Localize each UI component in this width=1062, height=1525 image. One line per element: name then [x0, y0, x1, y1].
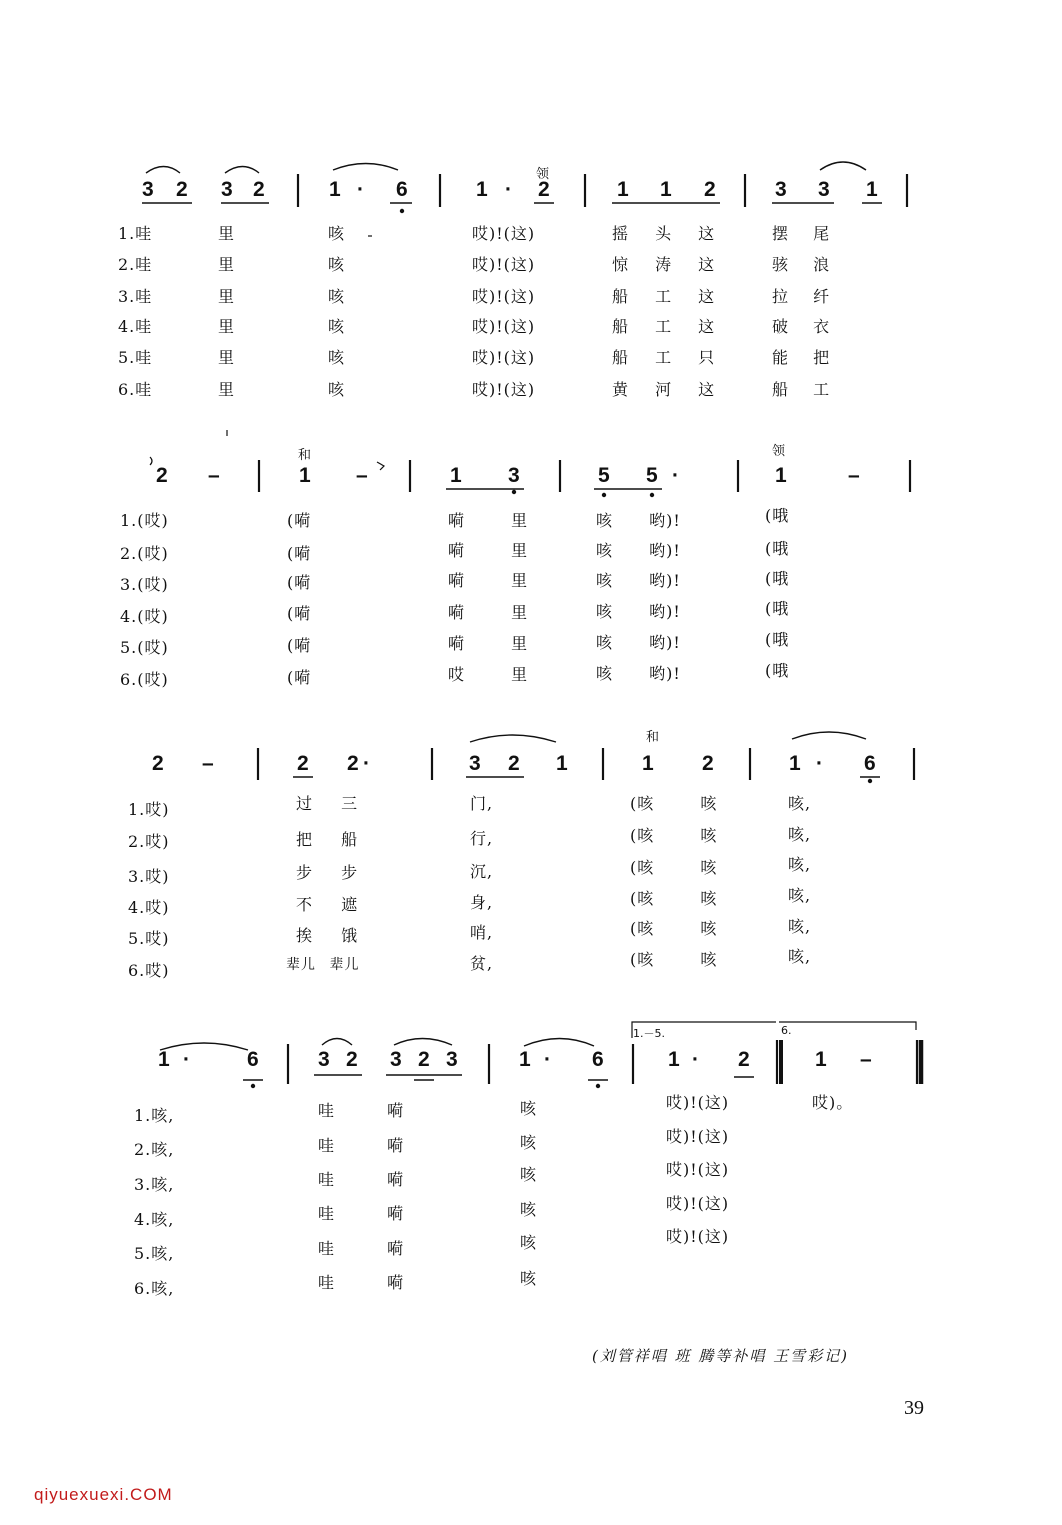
- lyric: 咳: [328, 380, 346, 399]
- lyric: (咳 咳: [630, 826, 718, 845]
- lyric: 3.(哎): [120, 575, 169, 594]
- note: 5: [646, 464, 658, 487]
- lyric: 哇 嗬: [318, 1239, 405, 1258]
- lyric: 5.咳,: [134, 1244, 175, 1263]
- lyric: 船 工 这: [612, 317, 716, 336]
- lyric: (咳 咳: [630, 794, 718, 813]
- lyric: 咳: [328, 255, 346, 274]
- lyric: 把 船: [296, 830, 359, 849]
- lyric: 哎)!(这): [472, 224, 536, 243]
- lyric: 咳 哟)!: [596, 541, 681, 560]
- lyric: 2.哎): [128, 832, 170, 851]
- note: 3: [142, 178, 154, 201]
- note: 2: [347, 752, 359, 775]
- lyric: (咳 咳: [630, 889, 718, 908]
- lyric: 咳 哟)!: [596, 571, 681, 590]
- note: 1: [815, 1048, 827, 1071]
- lyric: 哎)!(这): [666, 1160, 730, 1179]
- lyric: 6.咳,: [134, 1279, 175, 1298]
- lyric: 哇 嗬: [318, 1136, 405, 1155]
- lyric: 咳,: [788, 855, 812, 874]
- lyric: 3.哎): [128, 867, 170, 886]
- note: 2: [176, 178, 188, 201]
- lyric: 咳 哟)!: [596, 633, 681, 652]
- lyric: 5.哎): [128, 929, 170, 948]
- chorus-mark: 和: [646, 730, 660, 745]
- lyric: 哎)!(这): [666, 1227, 730, 1246]
- lyric: 嗬 里: [448, 571, 529, 590]
- note: 2: [508, 752, 520, 775]
- lyric: 哎)。: [812, 1093, 854, 1112]
- note: 3: [818, 178, 830, 201]
- lyric: 黄 河 这: [612, 380, 716, 399]
- note: 1: [299, 464, 311, 487]
- lyric: 咳,: [788, 825, 812, 844]
- lyric: 船 工: [772, 380, 831, 399]
- note-dot: ·: [357, 178, 364, 201]
- note: 1: [617, 178, 629, 201]
- lyric: 4.哇: [118, 317, 153, 336]
- lyric: (哦: [765, 506, 790, 525]
- volta-brackets: [632, 1022, 916, 1038]
- note: 1: [158, 1048, 170, 1071]
- lyric: 咳,: [788, 886, 812, 905]
- lyric: 哎)!(这): [666, 1093, 730, 1112]
- lyric: 3.咳,: [134, 1175, 175, 1194]
- credit-line: (刘管祥唱 班 腾等补唱 王雪彩记): [592, 1347, 850, 1365]
- note: 6: [247, 1048, 259, 1071]
- note: 5: [598, 464, 610, 487]
- lyric: 咳,: [788, 917, 812, 936]
- note: 2: [738, 1048, 750, 1071]
- lyric: 5.哇: [118, 348, 153, 367]
- note: 1: [450, 464, 462, 487]
- lyric: 里: [218, 317, 236, 336]
- lyric: 骇 浪: [772, 255, 831, 274]
- lyric: 拉 纤: [772, 287, 831, 306]
- lyric: 步 步: [296, 863, 359, 882]
- lyric: (咳 咳: [630, 858, 718, 877]
- slurs: [146, 162, 866, 1050]
- note: 3: [390, 1048, 402, 1071]
- lyric: 2.咳,: [134, 1140, 175, 1159]
- lyric: 哎)!(这): [666, 1127, 730, 1146]
- lyric: 哇 嗬: [318, 1273, 405, 1292]
- lyric: 咳: [520, 1269, 538, 1288]
- lyric: 咳: [520, 1233, 538, 1252]
- note: 2: [702, 752, 714, 775]
- watermark: qiyuexuexi.COM: [34, 1485, 173, 1504]
- note: 1: [329, 178, 341, 201]
- octave-dots: [251, 209, 872, 1088]
- lyric: (嗬: [287, 636, 312, 655]
- lyric: 嗬 里: [448, 603, 529, 622]
- note: 2: [152, 752, 164, 775]
- note-dot: ·: [183, 1048, 190, 1071]
- note: 2: [704, 178, 716, 201]
- lyric: 嗬 里: [448, 634, 529, 653]
- lyric: 2.哇: [118, 255, 153, 274]
- note: 1: [519, 1048, 531, 1071]
- lyric: (哦: [765, 661, 790, 680]
- note: 2: [156, 464, 168, 487]
- lyric: 能 把: [772, 348, 831, 367]
- note: 6: [396, 178, 408, 201]
- lyric: 行,: [470, 829, 494, 848]
- lyric: 不 遮: [296, 895, 359, 914]
- lyric: 挨 饿: [296, 926, 359, 945]
- note: 6: [592, 1048, 604, 1071]
- lyric: 咳 哟)!: [596, 602, 681, 621]
- lyric: 3.哇: [118, 287, 153, 306]
- note-dash: –: [860, 1048, 872, 1071]
- note: 3: [446, 1048, 458, 1071]
- repeat-bars: [781, 1040, 921, 1084]
- lyric: 哨,: [470, 923, 494, 942]
- lyric: 4.咳,: [134, 1210, 175, 1229]
- lyric: 6.哎): [128, 961, 170, 980]
- lyric: (哦: [765, 569, 790, 588]
- note: 1: [668, 1048, 680, 1071]
- lyric: (咳 咳: [630, 950, 718, 969]
- lyric: 惊 涛 这: [612, 255, 716, 274]
- note: 2: [418, 1048, 430, 1071]
- lyric: 6.哇: [118, 380, 153, 399]
- note: 3: [221, 178, 233, 201]
- note-dash: –: [202, 752, 214, 775]
- note-dot: ·: [692, 1048, 699, 1071]
- lyric: (嗬: [287, 511, 312, 530]
- lyric: 摇 头 这: [612, 224, 716, 243]
- lyric: 破 衣: [772, 317, 831, 336]
- lyric: (嗬: [287, 544, 312, 563]
- lyric: 6.(哎): [120, 670, 169, 689]
- lyric: 咳: [328, 317, 346, 336]
- lyric: (咳 咳: [630, 919, 718, 938]
- note: 1: [660, 178, 672, 201]
- lyric: 2.(哎): [120, 544, 169, 563]
- lyric: 咳,: [788, 947, 812, 966]
- note-dot: ·: [544, 1048, 551, 1071]
- note: 2: [297, 752, 309, 775]
- lyric: 船 工 只: [612, 348, 716, 367]
- note: 2: [538, 178, 550, 201]
- lead-mark: 领: [772, 444, 786, 459]
- lyric: 贫,: [470, 954, 494, 973]
- note: 3: [508, 464, 520, 487]
- lyric: (哦: [765, 630, 790, 649]
- note: 3: [775, 178, 787, 201]
- lyric: (嗬: [287, 668, 312, 687]
- note-dot: ·: [672, 464, 679, 487]
- bar-lines: [258, 174, 917, 1084]
- lyric: 里: [218, 224, 236, 243]
- note: 1: [476, 178, 488, 201]
- lyric: 里: [218, 287, 236, 306]
- lyric: 船 工 这: [612, 287, 716, 306]
- lyric: 咳: [328, 348, 346, 367]
- note: 2: [253, 178, 265, 201]
- note-dash: –: [208, 464, 220, 487]
- lyric: 沉,: [470, 862, 494, 881]
- note: 3: [318, 1048, 330, 1071]
- lyric: 门,: [470, 794, 494, 813]
- lyric: 4.(哎): [120, 607, 169, 626]
- note-dash: –: [848, 464, 860, 487]
- lyric: 嗬 里: [448, 511, 529, 530]
- lyric: 里: [218, 255, 236, 274]
- lyric: 哇 嗬: [318, 1101, 405, 1120]
- lyric: 咳: [520, 1133, 538, 1152]
- lyric: 1.哎): [128, 800, 170, 819]
- note-dash: –: [356, 464, 368, 487]
- note: 6: [864, 752, 876, 775]
- note-dot: ·: [505, 178, 512, 201]
- lyric: 1.哇: [118, 224, 153, 243]
- lyric: 1.咳,: [134, 1106, 175, 1125]
- note: 1: [866, 178, 878, 201]
- beams: [142, 203, 882, 1080]
- lyric: 咳: [520, 1099, 538, 1118]
- lyric: 哇 嗬: [318, 1170, 405, 1189]
- lyric: 辈儿 辈儿: [286, 957, 360, 973]
- lyric: 嗬 里: [448, 541, 529, 560]
- volta-1-5-label: 1.－5.: [633, 1027, 665, 1040]
- lyric: 1.(哎): [120, 511, 169, 530]
- note: 1: [642, 752, 654, 775]
- lyric: 咳 哟)!: [596, 664, 681, 683]
- lyric: 咳 哟)!: [596, 511, 681, 530]
- lyric: 哎 里: [448, 665, 529, 684]
- lyric: 哎)!(这): [666, 1194, 730, 1213]
- lyric: (嗬: [287, 604, 312, 623]
- lyric: 过 三: [296, 794, 359, 813]
- note-dot: ·: [363, 752, 370, 775]
- lyric: 咳: [520, 1200, 538, 1219]
- lyric: 身,: [470, 893, 494, 912]
- note: 1: [789, 752, 801, 775]
- lyric: 5.(哎): [120, 638, 169, 657]
- chorus-mark: 和: [298, 448, 312, 463]
- lyric: (嗬: [287, 573, 312, 592]
- lyric: 里: [218, 380, 236, 399]
- note-dot: ·: [816, 752, 823, 775]
- lead-mark: 领: [536, 167, 550, 182]
- lyric: 摆 尾: [772, 224, 831, 243]
- lyric: 哇 嗬: [318, 1204, 405, 1223]
- page-number: 39: [904, 1397, 924, 1419]
- lyric: 哎)!(这): [472, 317, 536, 336]
- note: 1: [556, 752, 568, 775]
- lyric: 咳,: [788, 794, 812, 813]
- lyric: 哎)!(这): [472, 255, 536, 274]
- lyric: 哎)!(这): [472, 380, 536, 399]
- small-marks: [150, 236, 384, 470]
- volta-6-label: 6.: [781, 1024, 792, 1037]
- note: 1: [775, 464, 787, 487]
- lyric: 哎)!(这): [472, 287, 536, 306]
- lyric: 4.哎): [128, 898, 170, 917]
- lyric: (哦: [765, 599, 790, 618]
- lyric: 咳: [520, 1165, 538, 1184]
- lyric: 咳: [328, 287, 346, 306]
- lyric: (哦: [765, 539, 790, 558]
- lyric: 里: [218, 348, 236, 367]
- note: 3: [469, 752, 481, 775]
- lyric: 咳: [328, 224, 346, 243]
- note: 2: [346, 1048, 358, 1071]
- lyric: 哎)!(这): [472, 348, 536, 367]
